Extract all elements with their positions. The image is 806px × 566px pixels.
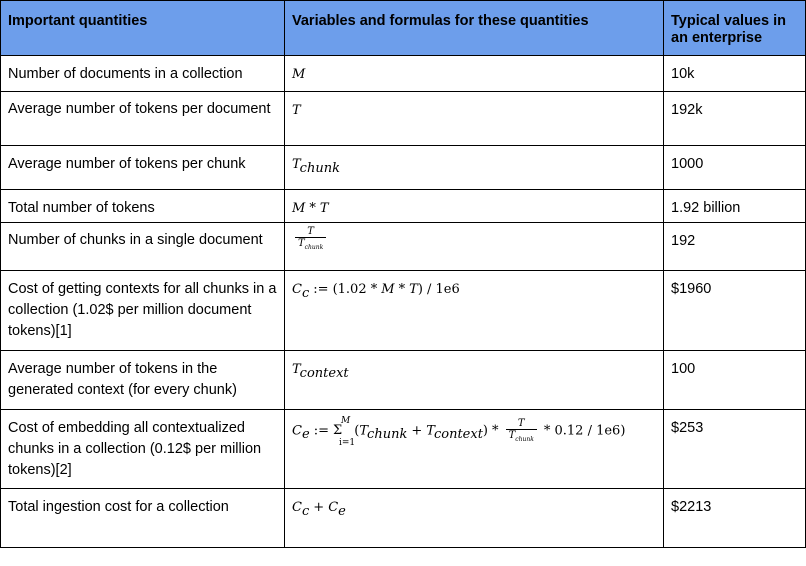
formula-text: C (328, 500, 339, 515)
formula-text: T (292, 103, 301, 118)
formula-cell (285, 146, 663, 175)
fraction-denominator (295, 237, 326, 251)
formula-text: T (292, 157, 300, 172)
formula-text: * (398, 282, 406, 297)
formula-text: C (292, 423, 302, 439)
value-cell: 192 (671, 233, 696, 249)
column-header-label: Important quantities (8, 13, 148, 29)
value-cell: $253 (671, 420, 704, 436)
formula-subscript: i=1 (339, 438, 356, 449)
formula-text: * (370, 282, 378, 297)
formula-subscript: context (299, 366, 349, 381)
summation (333, 416, 356, 449)
table-row (1, 410, 806, 489)
column-header (285, 1, 664, 56)
formula-subscript: chunk (299, 161, 340, 176)
formula-text: * (492, 423, 499, 439)
formula-text: + (411, 423, 423, 439)
quantity-cell: Number of documents in a collection (8, 66, 243, 82)
quantity-cell: Total number of tokens (8, 200, 155, 216)
value-cell: $2213 (671, 499, 712, 515)
formula-text: T (298, 238, 305, 249)
formula-text: M (381, 282, 395, 297)
formula-text: ) / 1e6 (417, 282, 460, 297)
formula-cell (285, 410, 663, 449)
formula-subscript: e (338, 504, 346, 519)
table-row (1, 146, 806, 190)
table-header-row (1, 1, 806, 56)
formula-text: (1.02 (332, 282, 371, 297)
table-row (1, 223, 806, 271)
value-cell: 192k (671, 102, 703, 118)
column-header-label: Typical values in an enterprise (671, 13, 786, 46)
formula-text: M (292, 201, 306, 216)
formula-cell (285, 351, 663, 380)
quantity-cell: Number of chunks in a single document (8, 232, 263, 248)
formula-text: * (309, 201, 316, 216)
formula-cell (285, 92, 663, 121)
formula-text: Σ (333, 423, 343, 439)
fraction-denominator (506, 429, 537, 443)
quantity-cell: Average number of tokens per document (8, 101, 271, 117)
formula-cell (285, 223, 663, 251)
formula-text: ) (482, 423, 488, 439)
value-cell: 1.92 billion (671, 200, 741, 216)
formula-subscript: chunk (515, 436, 534, 443)
formula-text: T (307, 226, 314, 237)
formula-text: T (517, 418, 525, 429)
formula-text: := (313, 282, 329, 297)
formula-subscript: c (301, 504, 310, 519)
formula-text: 0.12 / 1e6) (550, 423, 626, 439)
fraction (295, 226, 326, 251)
table-row (1, 271, 806, 351)
quantity-cell: Average number of tokens in the generated context (for every chunk) (8, 361, 237, 398)
quantity-cell: Total ingestion cost for a collection (8, 499, 229, 515)
quantity-cell: Cost of embedding all contextualized chunks in a collection (0.12$ per million tokens)[2] (8, 420, 262, 478)
fraction (506, 418, 537, 443)
formula-text: T (292, 362, 300, 377)
formula-cell (285, 489, 663, 518)
formula-text: C (292, 282, 302, 297)
formula-text: T (359, 423, 368, 439)
formula-text: := (313, 423, 329, 439)
table-row (1, 92, 806, 146)
formula-text: C (292, 500, 302, 515)
formula-text: + (313, 500, 325, 515)
formula-cell (285, 271, 663, 300)
formula-text: ( (354, 423, 360, 439)
formula-subscript: context (433, 427, 483, 443)
formula-cell (285, 56, 663, 85)
column-header (1, 1, 285, 56)
table-row (1, 56, 806, 92)
column-header (664, 1, 806, 56)
value-cell: 1000 (671, 156, 704, 172)
table-row (1, 351, 806, 410)
value-cell: 100 (671, 361, 696, 377)
formula-text: T (409, 282, 418, 297)
formula-text: T (426, 423, 434, 439)
value-cell: $1960 (671, 281, 712, 297)
formula-text: M (292, 67, 306, 82)
formula-subscript: e (301, 427, 310, 443)
table-row (1, 489, 806, 548)
formula-subscript: chunk (367, 427, 408, 443)
formula-subscript: c (301, 286, 310, 301)
formula-text: * (543, 423, 551, 439)
formula-text: T (319, 201, 329, 216)
quantity-cell: Cost of getting contexts for all chunks in a collection (1.02$ per million document tokens)[1] (8, 281, 277, 339)
formula-text: T (508, 430, 516, 441)
formula-subscript: chunk (304, 244, 324, 251)
formula-cell (285, 190, 663, 219)
table-row (1, 190, 806, 223)
formula-superscript: M (341, 416, 351, 427)
value-cell: 10k (671, 66, 695, 82)
column-header-label: Variables and formulas for these quantities (292, 13, 589, 29)
quantity-cell: Average number of tokens per chunk (8, 156, 246, 172)
